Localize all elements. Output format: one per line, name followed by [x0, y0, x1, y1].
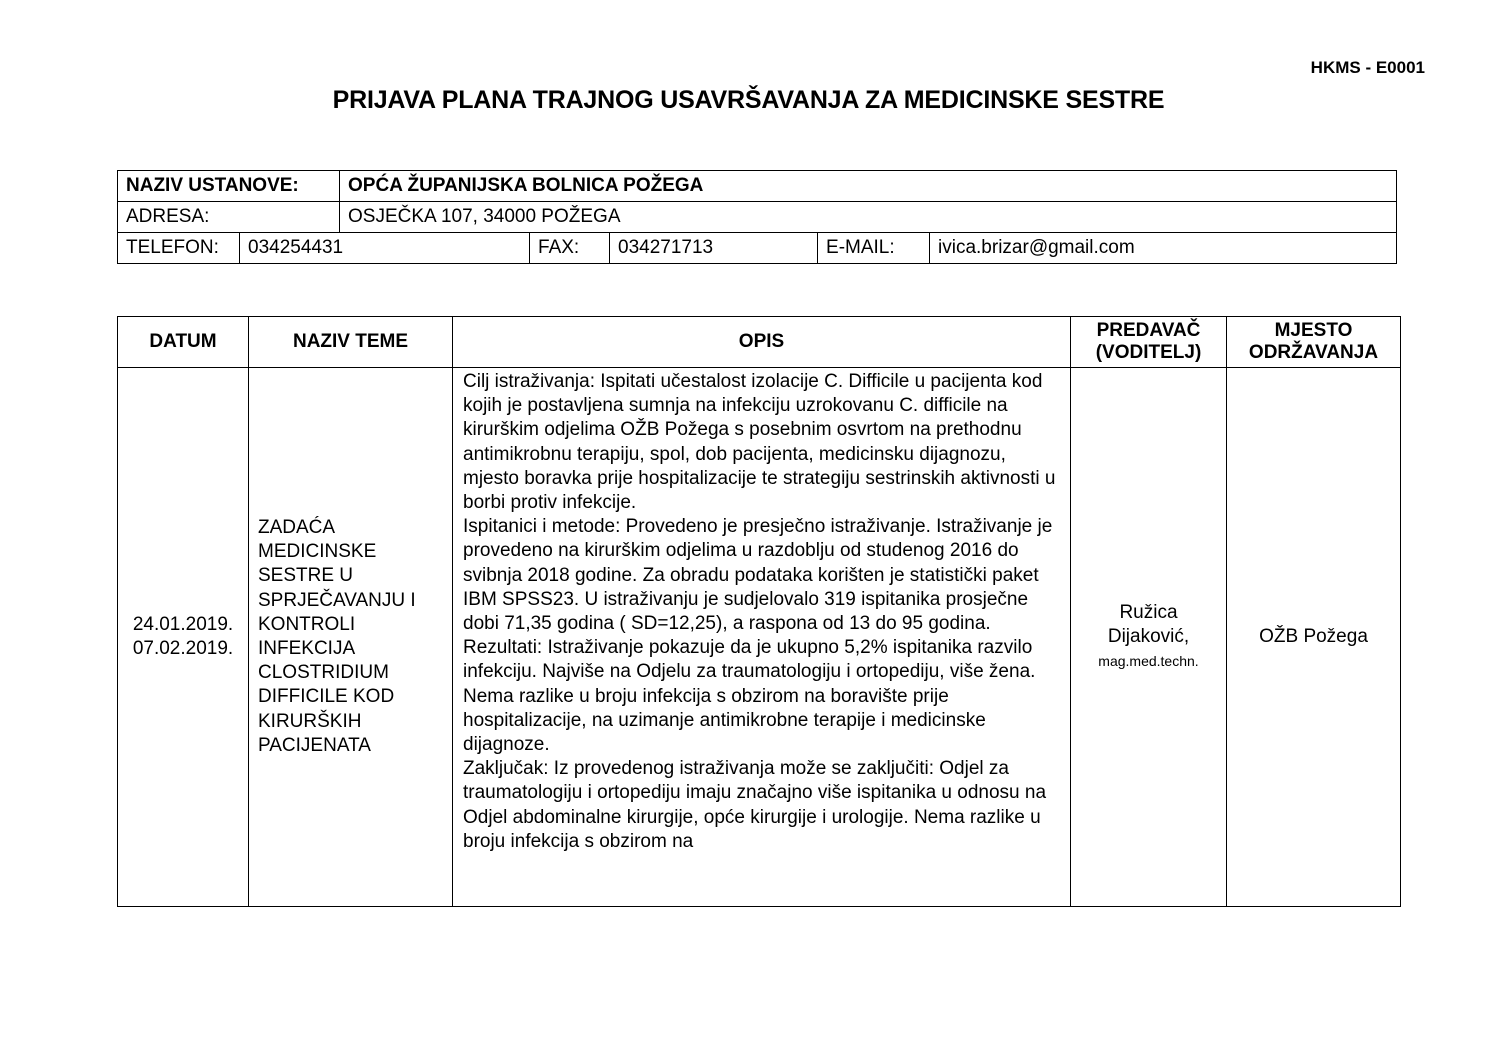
fax-label: FAX: — [530, 233, 610, 264]
date-start: 24.01.2019. — [132, 613, 234, 635]
description-conclusion: Zaključak: Iz provedenog istraživanja može se zaključiti: Odjel za traumatologiju i ortopediju imaju značajno više ispitanika u odnosu na Odjel abdominalne kirurgije, opće kirurgije i urologije. Nema razlike u broju infekcija s obzirom na — [463, 758, 1047, 852]
institution-table — [117, 170, 1397, 264]
topic-line: SPRJEČAVANJU I — [258, 589, 416, 611]
header-opis: OPIS — [453, 317, 1071, 368]
description-goal: Cilj istraživanja: Ispitati učestalost izolacije C. Difficile u pacijenta kod kojih je postavljena sumnja na infekciju uzrokovanu C. difficile na kirurškim odjelima OŽB Požega s posebnim osvrtom na prethodnu antimikrobnu terapiju, spol, dob pacijenta, medicinsku dijagnozu, mjesto boravka prije hospitalizacije te strategiju sestrinskih aktivnosti u borbi protiv infekcije. — [463, 371, 1056, 514]
document-code: HKMS - E0001 — [1310, 58, 1425, 77]
topic-line: PACIJENATA — [258, 734, 371, 756]
topic-line: KONTROLI — [258, 613, 356, 635]
lecturer-first-name: Ružica — [1119, 601, 1178, 623]
location-cell — [1227, 368, 1401, 907]
institution-name-value: OPĆA ŽUPANIJSKA BOLNICA POŽEGA — [340, 171, 1397, 202]
phone-value: 034254431 — [240, 233, 530, 264]
institution-address-row — [118, 202, 1397, 233]
address-label: ADRESA: — [118, 202, 340, 233]
date-cell — [118, 368, 249, 907]
header-predavac-line2: (VODITELJ) — [1095, 342, 1202, 363]
page-title: PRIJAVA PLANA TRAJNOG USAVRŠAVANJA ZA MEDICINSKE SESTRE — [332, 86, 1165, 114]
topic-line: MEDICINSKE — [258, 541, 377, 563]
institution-contact-row — [118, 233, 1397, 264]
header-predavac-line1: PREDAVAČ — [1096, 320, 1201, 341]
institution-name-row — [118, 171, 1397, 202]
topic-cell — [249, 368, 453, 907]
description-methods: Ispitanici i metode: Provedeno je presječno istraživanje. Istraživanje je provedeno na kirurškim odjelima u razdoblju od studenog 2016 do svibnja 2018 godine. Za obradu podataka korišten je statistički paket IBM SPSS23. U istraživanju je sudjelovalo 319 ispitanika prosječne dobi 71,35 godina ( SD=12,25), a raspona od 13 do 95 godina. — [463, 516, 1053, 635]
topic-line: KIRURŠKIH — [258, 710, 362, 732]
header-mjesto-line1: MJESTO — [1274, 320, 1353, 341]
institution-name-label: NAZIV USTANOVE: — [118, 171, 340, 202]
address-value: OSJEČKA 107, 34000 POŽEGA — [340, 202, 1397, 233]
topic-line: DIFFICILE KOD — [258, 686, 395, 708]
topic-line: SESTRE U — [258, 565, 354, 587]
plan-header-row — [118, 317, 1401, 368]
date-end: 07.02.2019. — [132, 638, 234, 659]
description-cell — [453, 368, 1071, 907]
description-results: Rezultati: Istraživanje pokazuje da je ukupno 5,2% ispitanika razvilo infekciju. Najviše na Odjelu za traumatologiju i ortopediju, više žena. Nema razlike u broju infekcija s obzirom na boravište prije hospitalizacije, na uzimanje antimikrobne terapije i medicinske dijagnoze. — [463, 637, 1036, 756]
email-label: E-MAIL: — [818, 233, 930, 264]
topic-line: INFEKCIJA — [258, 638, 356, 659]
plan-row — [118, 368, 1401, 907]
email-value: ivica.brizar@gmail.com — [930, 233, 1397, 264]
lecturer-cell — [1071, 368, 1227, 907]
phone-label: TELEFON: — [118, 233, 240, 264]
lecturer-title: mag.med.techn. — [1098, 653, 1199, 670]
lecturer-last-name: Dijaković, — [1107, 625, 1190, 647]
fax-value: 034271713 — [610, 233, 818, 264]
header-predavac — [1071, 317, 1227, 368]
topic-line: CLOSTRIDIUM — [258, 662, 389, 684]
plan-table — [117, 316, 1401, 907]
header-mjesto-line2: ODRŽAVANJA — [1248, 342, 1379, 363]
header-datum: DATUM — [118, 317, 249, 368]
header-mjesto — [1227, 317, 1401, 368]
topic-line: ZADAĆA — [258, 516, 336, 538]
location-value: OŽB Požega — [1259, 625, 1368, 647]
header-naziv-teme: NAZIV TEME — [249, 317, 453, 368]
